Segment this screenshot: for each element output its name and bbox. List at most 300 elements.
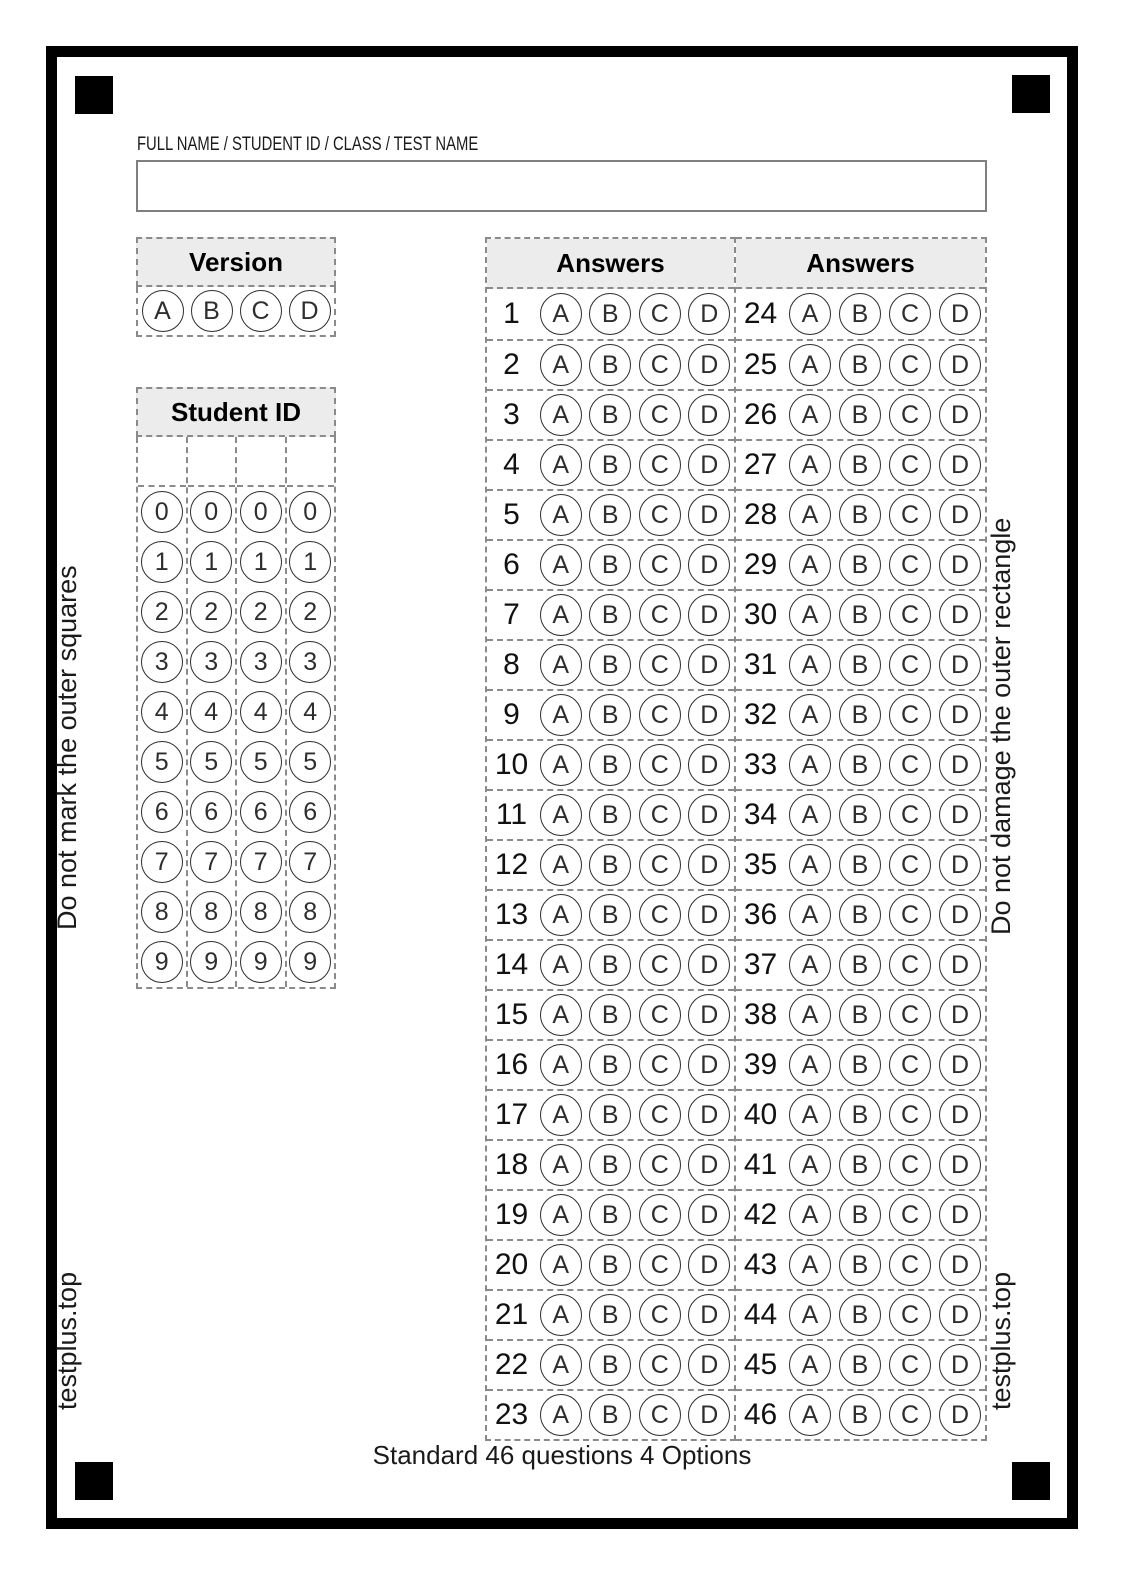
answer-bubble-17-C[interactable]: C: [639, 1094, 681, 1136]
student-id-bubble-col4-4[interactable]: 4: [289, 691, 331, 733]
bubble-cell: [835, 1041, 885, 1089]
bubble-cell: [885, 991, 935, 1039]
answer-bubble-20-D[interactable]: D: [688, 1244, 730, 1286]
bubble-cell: [835, 289, 885, 339]
answer-bubble-30-B[interactable]: B: [839, 594, 881, 636]
answer-bubble-41-C[interactable]: C: [889, 1144, 931, 1186]
answer-bubble-2-D[interactable]: D: [688, 344, 730, 386]
answer-bubble-9-D[interactable]: D: [688, 694, 730, 736]
student-id-bubble-col4-7[interactable]: 7: [289, 841, 331, 883]
bubble-cell: [586, 941, 636, 989]
bubble-cell: [835, 791, 885, 839]
student-id-bubble-col1-3[interactable]: 3: [141, 641, 183, 683]
answer-bubble-3-D[interactable]: D: [688, 394, 730, 436]
answer-bubble-5-C[interactable]: C: [639, 494, 681, 536]
answer-bubble-20-A[interactable]: A: [540, 1244, 582, 1286]
answer-bubble-28-B[interactable]: B: [839, 494, 881, 536]
answer-bubble-11-C[interactable]: C: [639, 794, 681, 836]
answer-bubble-14-D[interactable]: D: [688, 944, 730, 986]
bubble-cell: [536, 541, 586, 589]
question-number-30: 30: [743, 598, 778, 631]
student-id-bubble-col1-1[interactable]: 1: [141, 541, 183, 583]
answer-bubble-18-D[interactable]: D: [688, 1144, 730, 1186]
bubble-cell: [835, 341, 885, 389]
answer-bubble-40-B[interactable]: B: [839, 1094, 881, 1136]
bubble-cell: [536, 1041, 586, 1089]
answer-bubble-27-A[interactable]: A: [789, 444, 831, 486]
answer-bubble-10-C[interactable]: C: [639, 744, 681, 786]
answer-bubble-38-A[interactable]: A: [789, 994, 831, 1036]
answer-bubble-13-B[interactable]: B: [589, 894, 631, 936]
student-id-bubble-col4-9[interactable]: 9: [289, 941, 331, 983]
answer-bubble-4-A[interactable]: A: [540, 444, 582, 486]
version-header: [136, 237, 336, 287]
answer-bubble-26-B[interactable]: B: [839, 394, 881, 436]
student-id-bubble-col4-8[interactable]: 8: [289, 891, 331, 933]
answer-bubble-31-C[interactable]: C: [889, 644, 931, 686]
student-id-digit-cell: [237, 587, 285, 637]
answer-bubble-12-B[interactable]: B: [589, 844, 631, 886]
answer-bubble-33-B[interactable]: B: [839, 744, 881, 786]
answer-bubble-38-C[interactable]: C: [889, 994, 931, 1036]
student-id-bubble-col2-6[interactable]: 6: [190, 791, 232, 833]
answer-bubble-15-A[interactable]: A: [540, 994, 582, 1036]
bubble-cell: [685, 1141, 735, 1189]
answer-bubble-26-C[interactable]: C: [889, 394, 931, 436]
answer-bubble-17-A[interactable]: A: [540, 1094, 582, 1136]
answer-bubble-41-D[interactable]: D: [939, 1144, 981, 1186]
answer-bubble-40-A[interactable]: A: [789, 1094, 831, 1136]
student-id-bubble-col3-4[interactable]: 4: [240, 691, 282, 733]
answer-bubble-7-A[interactable]: A: [540, 594, 582, 636]
answer-bubble-13-D[interactable]: D: [688, 894, 730, 936]
version-bubble-B[interactable]: B: [191, 290, 233, 332]
answer-bubble-45-C[interactable]: C: [889, 1344, 931, 1386]
bubble-cell: [586, 1191, 636, 1239]
answer-bubble-12-D[interactable]: D: [688, 844, 730, 886]
bubble-cell: [785, 541, 835, 589]
student-id-bubble-col1-0[interactable]: 0: [141, 491, 183, 533]
bubble-cell: [935, 591, 985, 639]
student-id-bubble-col1-9[interactable]: 9: [141, 941, 183, 983]
version-bubble-A[interactable]: A: [142, 290, 184, 332]
answer-bubble-7-C[interactable]: C: [639, 594, 681, 636]
answer-bubble-40-C[interactable]: C: [889, 1094, 931, 1136]
student-id-bubble-col2-0[interactable]: 0: [190, 491, 232, 533]
answer-bubble-13-A[interactable]: A: [540, 894, 582, 936]
answer-bubble-34-B[interactable]: B: [839, 794, 881, 836]
answer-bubble-43-A[interactable]: A: [789, 1244, 831, 1286]
student-id-writein-cell-4[interactable]: [287, 437, 335, 487]
bubble-cell: [635, 391, 685, 439]
student-id-bubble-col3-1[interactable]: 1: [240, 541, 282, 583]
bubble-cell: [885, 641, 935, 689]
answer-bubble-6-C[interactable]: C: [639, 544, 681, 586]
answer-bubble-41-A[interactable]: A: [789, 1144, 831, 1186]
bubble-cell: [785, 491, 835, 539]
answer-bubble-12-C[interactable]: C: [639, 844, 681, 886]
answer-bubble-27-B[interactable]: B: [839, 444, 881, 486]
answer-bubble-4-C[interactable]: C: [639, 444, 681, 486]
answer-bubble-9-A[interactable]: A: [540, 694, 582, 736]
answer-bubble-16-D[interactable]: D: [688, 1044, 730, 1086]
answer-bubble-17-B[interactable]: B: [589, 1094, 631, 1136]
bubble-cell: [536, 841, 586, 889]
student-id-bubble-col2-2[interactable]: 2: [190, 591, 232, 633]
answer-bubble-1-C[interactable]: C: [639, 293, 681, 335]
student-id-digit-cell: [287, 737, 335, 787]
student-id-bubble-col1-5[interactable]: 5: [141, 741, 183, 783]
student-id-digit-cell: [188, 937, 236, 987]
answer-bubble-23-B[interactable]: B: [589, 1394, 631, 1436]
answer-bubble-35-D[interactable]: D: [939, 844, 981, 886]
answer-bubble-31-D[interactable]: D: [939, 644, 981, 686]
student-id-bubble-col3-3[interactable]: 3: [240, 641, 282, 683]
answer-bubble-30-D[interactable]: D: [939, 594, 981, 636]
student-id-bubble-col3-2[interactable]: 2: [240, 591, 282, 633]
student-id-bubble-col1-2[interactable]: 2: [141, 591, 183, 633]
bubble-cell: [785, 741, 835, 789]
answer-bubble-38-D[interactable]: D: [939, 994, 981, 1036]
bubble-cell: [835, 841, 885, 889]
answer-bubble-20-B[interactable]: B: [589, 1244, 631, 1286]
answer-bubble-42-A[interactable]: A: [789, 1194, 831, 1236]
answer-bubble-37-C[interactable]: C: [889, 944, 931, 986]
answer-bubble-23-A[interactable]: A: [540, 1394, 582, 1436]
answer-bubble-40-D[interactable]: D: [939, 1094, 981, 1136]
student-id-digit-cell: [237, 937, 285, 987]
bubble-cell: [835, 1191, 885, 1239]
answer-bubble-3-C[interactable]: C: [639, 394, 681, 436]
answer-bubble-39-B[interactable]: B: [839, 1044, 881, 1086]
answer-bubble-25-B[interactable]: B: [839, 344, 881, 386]
answer-bubble-27-C[interactable]: C: [889, 444, 931, 486]
answer-bubble-33-A[interactable]: A: [789, 744, 831, 786]
answer-bubble-34-C[interactable]: C: [889, 794, 931, 836]
answer-bubble-2-C[interactable]: C: [639, 344, 681, 386]
answer-bubble-24-A[interactable]: A: [789, 293, 831, 335]
answer-bubble-35-C[interactable]: C: [889, 844, 931, 886]
answer-bubble-36-B[interactable]: B: [839, 894, 881, 936]
answer-bubble-28-A[interactable]: A: [789, 494, 831, 536]
answer-bubble-45-A[interactable]: A: [789, 1344, 831, 1386]
answer-bubble-45-D[interactable]: D: [939, 1344, 981, 1386]
student-id-writein-cell-1[interactable]: [138, 437, 186, 487]
answer-bubble-11-B[interactable]: B: [589, 794, 631, 836]
bubble-cell: [635, 1141, 685, 1189]
answer-bubble-26-A[interactable]: A: [789, 394, 831, 436]
answer-bubble-45-B[interactable]: B: [839, 1344, 881, 1386]
answer-bubble-10-D[interactable]: D: [688, 744, 730, 786]
name-label: FULL NAME / STUDENT ID / CLASS / TEST NAME: [137, 134, 479, 155]
answer-bubble-33-D[interactable]: D: [939, 744, 981, 786]
answer-bubble-19-A[interactable]: A: [540, 1194, 582, 1236]
answer-bubble-16-A[interactable]: A: [540, 1044, 582, 1086]
student-id-digit-cell: [188, 487, 236, 537]
answer-bubble-44-C[interactable]: C: [889, 1294, 931, 1336]
bubble-cell: [635, 341, 685, 389]
bubble-cell: [685, 1341, 735, 1389]
answer-bubble-35-B[interactable]: B: [839, 844, 881, 886]
student-id-bubble-col1-8[interactable]: 8: [141, 891, 183, 933]
answer-bubble-25-D[interactable]: D: [939, 344, 981, 386]
student-id-digit-cell: [188, 587, 236, 637]
answer-bubble-23-D[interactable]: D: [688, 1394, 730, 1436]
question-number-7: 7: [503, 598, 520, 631]
answer-bubble-5-A[interactable]: A: [540, 494, 582, 536]
answer-bubble-22-B[interactable]: B: [589, 1344, 631, 1386]
answer-bubble-7-B[interactable]: B: [589, 594, 631, 636]
answer-bubble-21-C[interactable]: C: [639, 1294, 681, 1336]
answer-bubble-20-C[interactable]: C: [639, 1244, 681, 1286]
answer-bubble-37-A[interactable]: A: [789, 944, 831, 986]
student-id-bubble-col3-6[interactable]: 6: [240, 791, 282, 833]
answer-bubble-19-B[interactable]: B: [589, 1194, 631, 1236]
answer-row-7: [487, 589, 734, 639]
answer-bubble-21-D[interactable]: D: [688, 1294, 730, 1336]
student-id-bubble-col4-2[interactable]: 2: [289, 591, 331, 633]
answer-bubble-34-A[interactable]: A: [789, 794, 831, 836]
answer-bubble-8-C[interactable]: C: [639, 644, 681, 686]
answer-bubble-15-D[interactable]: D: [688, 994, 730, 1036]
answer-bubble-1-D[interactable]: D: [688, 293, 730, 335]
bubble-cell: [536, 891, 586, 939]
registration-mark-top-right: [1012, 75, 1050, 113]
answer-bubble-30-A[interactable]: A: [789, 594, 831, 636]
answer-bubble-34-D[interactable]: D: [939, 794, 981, 836]
student-id-bubble-col3-9[interactable]: 9: [240, 941, 282, 983]
question-number-44: 44: [743, 1298, 778, 1331]
answer-row-15: [487, 989, 734, 1039]
answer-bubble-8-B[interactable]: B: [589, 644, 631, 686]
answer-bubble-39-D[interactable]: D: [939, 1044, 981, 1086]
answer-bubble-11-D[interactable]: D: [688, 794, 730, 836]
answer-bubble-27-D[interactable]: D: [939, 444, 981, 486]
answer-bubble-29-A[interactable]: A: [789, 544, 831, 586]
bubble-cell: [536, 1141, 586, 1189]
question-number-21: 21: [494, 1298, 529, 1331]
answer-bubble-25-C[interactable]: C: [889, 344, 931, 386]
answer-bubble-6-A[interactable]: A: [540, 544, 582, 586]
answer-bubble-43-C[interactable]: C: [889, 1244, 931, 1286]
answer-bubble-16-B[interactable]: B: [589, 1044, 631, 1086]
bubble-cell: [685, 391, 735, 439]
answer-bubble-39-A[interactable]: A: [789, 1044, 831, 1086]
bubble-cell: [935, 341, 985, 389]
answer-bubble-9-B[interactable]: B: [589, 694, 631, 736]
question-number-13: 13: [494, 898, 529, 931]
student-id-bubble-col1-4[interactable]: 4: [141, 691, 183, 733]
answer-bubble-22-D[interactable]: D: [688, 1344, 730, 1386]
answer-bubble-29-B[interactable]: B: [839, 544, 881, 586]
answer-bubble-16-C[interactable]: C: [639, 1044, 681, 1086]
answer-bubble-21-A[interactable]: A: [540, 1294, 582, 1336]
student-id-bubble-col2-9[interactable]: 9: [190, 941, 232, 983]
student-id-digit-cell: [237, 737, 285, 787]
answer-bubble-32-A[interactable]: A: [789, 694, 831, 736]
bubble-cell: [685, 341, 735, 389]
bubble-cell: [536, 391, 586, 439]
answer-bubble-46-D[interactable]: D: [939, 1394, 981, 1436]
version-bubble-D[interactable]: D: [289, 290, 331, 332]
answer-bubble-44-D[interactable]: D: [939, 1294, 981, 1336]
student-id-writein-cell-2[interactable]: [188, 437, 236, 487]
bubble-cell: [586, 1041, 636, 1089]
answer-bubble-6-B[interactable]: B: [589, 544, 631, 586]
answer-bubble-32-D[interactable]: D: [939, 694, 981, 736]
answer-bubble-2-A[interactable]: A: [540, 344, 582, 386]
answer-bubble-15-B[interactable]: B: [589, 994, 631, 1036]
student-id-digit-cell: [287, 537, 335, 587]
student-id-digit-cell: [138, 587, 186, 637]
student-id-bubble-col4-3[interactable]: 3: [289, 641, 331, 683]
bubble-cell: [536, 791, 586, 839]
answer-bubble-8-D[interactable]: D: [688, 644, 730, 686]
answer-bubble-23-C[interactable]: C: [639, 1394, 681, 1436]
answer-bubble-18-B[interactable]: B: [589, 1144, 631, 1186]
answer-bubble-26-D[interactable]: D: [939, 394, 981, 436]
answer-bubble-32-B[interactable]: B: [839, 694, 881, 736]
student-id-bubble-col2-4[interactable]: 4: [190, 691, 232, 733]
student-id-bubble-col2-3[interactable]: 3: [190, 641, 232, 683]
version-title: Version: [189, 246, 283, 277]
student-id-bubble-col4-6[interactable]: 6: [289, 791, 331, 833]
student-id-bubble-col2-5[interactable]: 5: [190, 741, 232, 783]
answer-bubble-21-B[interactable]: B: [589, 1294, 631, 1336]
answer-bubble-10-B[interactable]: B: [589, 744, 631, 786]
answer-bubble-11-A[interactable]: A: [540, 794, 582, 836]
answer-bubble-41-B[interactable]: B: [839, 1144, 881, 1186]
answer-bubble-36-A[interactable]: A: [789, 894, 831, 936]
answer-bubble-19-D[interactable]: D: [688, 1194, 730, 1236]
answer-bubble-33-C[interactable]: C: [889, 744, 931, 786]
answer-row-40: [736, 1089, 985, 1139]
answer-bubble-25-A[interactable]: A: [789, 344, 831, 386]
answer-bubble-9-C[interactable]: C: [639, 694, 681, 736]
answer-bubble-24-B[interactable]: B: [839, 293, 881, 335]
student-id-bubble-col1-6[interactable]: 6: [141, 791, 183, 833]
answer-bubble-10-A[interactable]: A: [540, 744, 582, 786]
answer-bubble-1-A[interactable]: A: [540, 293, 582, 335]
answer-bubble-38-B[interactable]: B: [839, 994, 881, 1036]
answer-bubble-14-A[interactable]: A: [540, 944, 582, 986]
student-id-bubble-col3-0[interactable]: 0: [240, 491, 282, 533]
question-number-42: 42: [743, 1198, 778, 1231]
answer-bubble-24-D[interactable]: D: [939, 293, 981, 335]
answer-bubble-37-B[interactable]: B: [839, 944, 881, 986]
answer-bubble-5-B[interactable]: B: [589, 494, 631, 536]
answer-bubble-35-A[interactable]: A: [789, 844, 831, 886]
question-number-35: 35: [743, 848, 778, 881]
bubble-cell: [785, 791, 835, 839]
bubble-cell: [935, 1391, 985, 1439]
answer-row-16: [487, 1039, 734, 1089]
answer-bubble-36-D[interactable]: D: [939, 894, 981, 936]
question-number-36: 36: [743, 898, 778, 931]
answer-bubble-14-B[interactable]: B: [589, 944, 631, 986]
answer-bubble-4-D[interactable]: D: [688, 444, 730, 486]
answer-bubble-8-A[interactable]: A: [540, 644, 582, 686]
student-id-bubble-col2-1[interactable]: 1: [190, 541, 232, 583]
answer-bubble-36-C[interactable]: C: [889, 894, 931, 936]
answer-bubble-42-B[interactable]: B: [839, 1194, 881, 1236]
answer-bubble-32-C[interactable]: C: [889, 694, 931, 736]
answer-bubble-24-C[interactable]: C: [889, 293, 931, 335]
answer-bubble-42-C[interactable]: C: [889, 1194, 931, 1236]
student-id-writein-cell-3[interactable]: [237, 437, 285, 487]
answer-row-21: [487, 1289, 734, 1339]
student-id-bubble-col1-7[interactable]: 7: [141, 841, 183, 883]
answer-bubble-42-D[interactable]: D: [939, 1194, 981, 1236]
answer-bubble-44-B[interactable]: B: [839, 1294, 881, 1336]
answer-bubble-43-D[interactable]: D: [939, 1244, 981, 1286]
answer-bubble-18-A[interactable]: A: [540, 1144, 582, 1186]
answer-bubble-12-A[interactable]: A: [540, 844, 582, 886]
bubble-cell: [885, 289, 935, 339]
answer-bubble-31-B[interactable]: B: [839, 644, 881, 686]
answer-bubble-1-B[interactable]: B: [589, 293, 631, 335]
answer-bubble-29-D[interactable]: D: [939, 544, 981, 586]
bubble-cell: [586, 441, 636, 489]
answer-bubble-39-C[interactable]: C: [889, 1044, 931, 1086]
student-id-bubble-col4-0[interactable]: 0: [289, 491, 331, 533]
name-input[interactable]: [136, 160, 987, 212]
answer-bubble-3-B[interactable]: B: [589, 394, 631, 436]
answer-bubble-46-C[interactable]: C: [889, 1394, 931, 1436]
answer-bubble-2-B[interactable]: B: [589, 344, 631, 386]
answer-bubble-43-B[interactable]: B: [839, 1244, 881, 1286]
answer-bubble-31-A[interactable]: A: [789, 644, 831, 686]
answer-row-36: [736, 889, 985, 939]
answer-bubble-6-D[interactable]: D: [688, 544, 730, 586]
answer-bubble-28-D[interactable]: D: [939, 494, 981, 536]
answer-bubble-3-A[interactable]: A: [540, 394, 582, 436]
answer-bubble-44-A[interactable]: A: [789, 1294, 831, 1336]
answer-bubble-13-C[interactable]: C: [639, 894, 681, 936]
answer-bubble-28-C[interactable]: C: [889, 494, 931, 536]
answer-bubble-17-D[interactable]: D: [688, 1094, 730, 1136]
answer-bubble-15-C[interactable]: C: [639, 994, 681, 1036]
student-id-bubble-col4-1[interactable]: 1: [289, 541, 331, 583]
answer-bubble-7-D[interactable]: D: [688, 594, 730, 636]
answer-bubble-22-A[interactable]: A: [540, 1344, 582, 1386]
student-id-bubble-col3-5[interactable]: 5: [240, 741, 282, 783]
bubble-cell: [586, 591, 636, 639]
answer-bubble-30-C[interactable]: C: [889, 594, 931, 636]
answer-bubble-46-A[interactable]: A: [789, 1394, 831, 1436]
student-id-bubble-col3-7[interactable]: 7: [240, 841, 282, 883]
answer-bubble-37-D[interactable]: D: [939, 944, 981, 986]
bubble-cell: [536, 1091, 586, 1139]
answer-bubble-5-D[interactable]: D: [688, 494, 730, 536]
answer-row-33: [736, 739, 985, 789]
answer-bubble-14-C[interactable]: C: [639, 944, 681, 986]
answer-bubble-29-C[interactable]: C: [889, 544, 931, 586]
bubble-cell: [785, 1191, 835, 1239]
answer-bubble-22-C[interactable]: C: [639, 1344, 681, 1386]
bubble-cell: [586, 791, 636, 839]
student-id-bubble-col2-7[interactable]: 7: [190, 841, 232, 883]
answer-bubble-18-C[interactable]: C: [639, 1144, 681, 1186]
student-id-bubble-col3-8[interactable]: 8: [240, 891, 282, 933]
student-id-bubble-col4-5[interactable]: 5: [289, 741, 331, 783]
answer-row-13: [487, 889, 734, 939]
answer-bubble-19-C[interactable]: C: [639, 1194, 681, 1236]
answer-bubble-4-B[interactable]: B: [589, 444, 631, 486]
version-bubble-C[interactable]: C: [240, 290, 282, 332]
student-id-bubble-col2-8[interactable]: 8: [190, 891, 232, 933]
answer-bubble-46-B[interactable]: B: [839, 1394, 881, 1436]
